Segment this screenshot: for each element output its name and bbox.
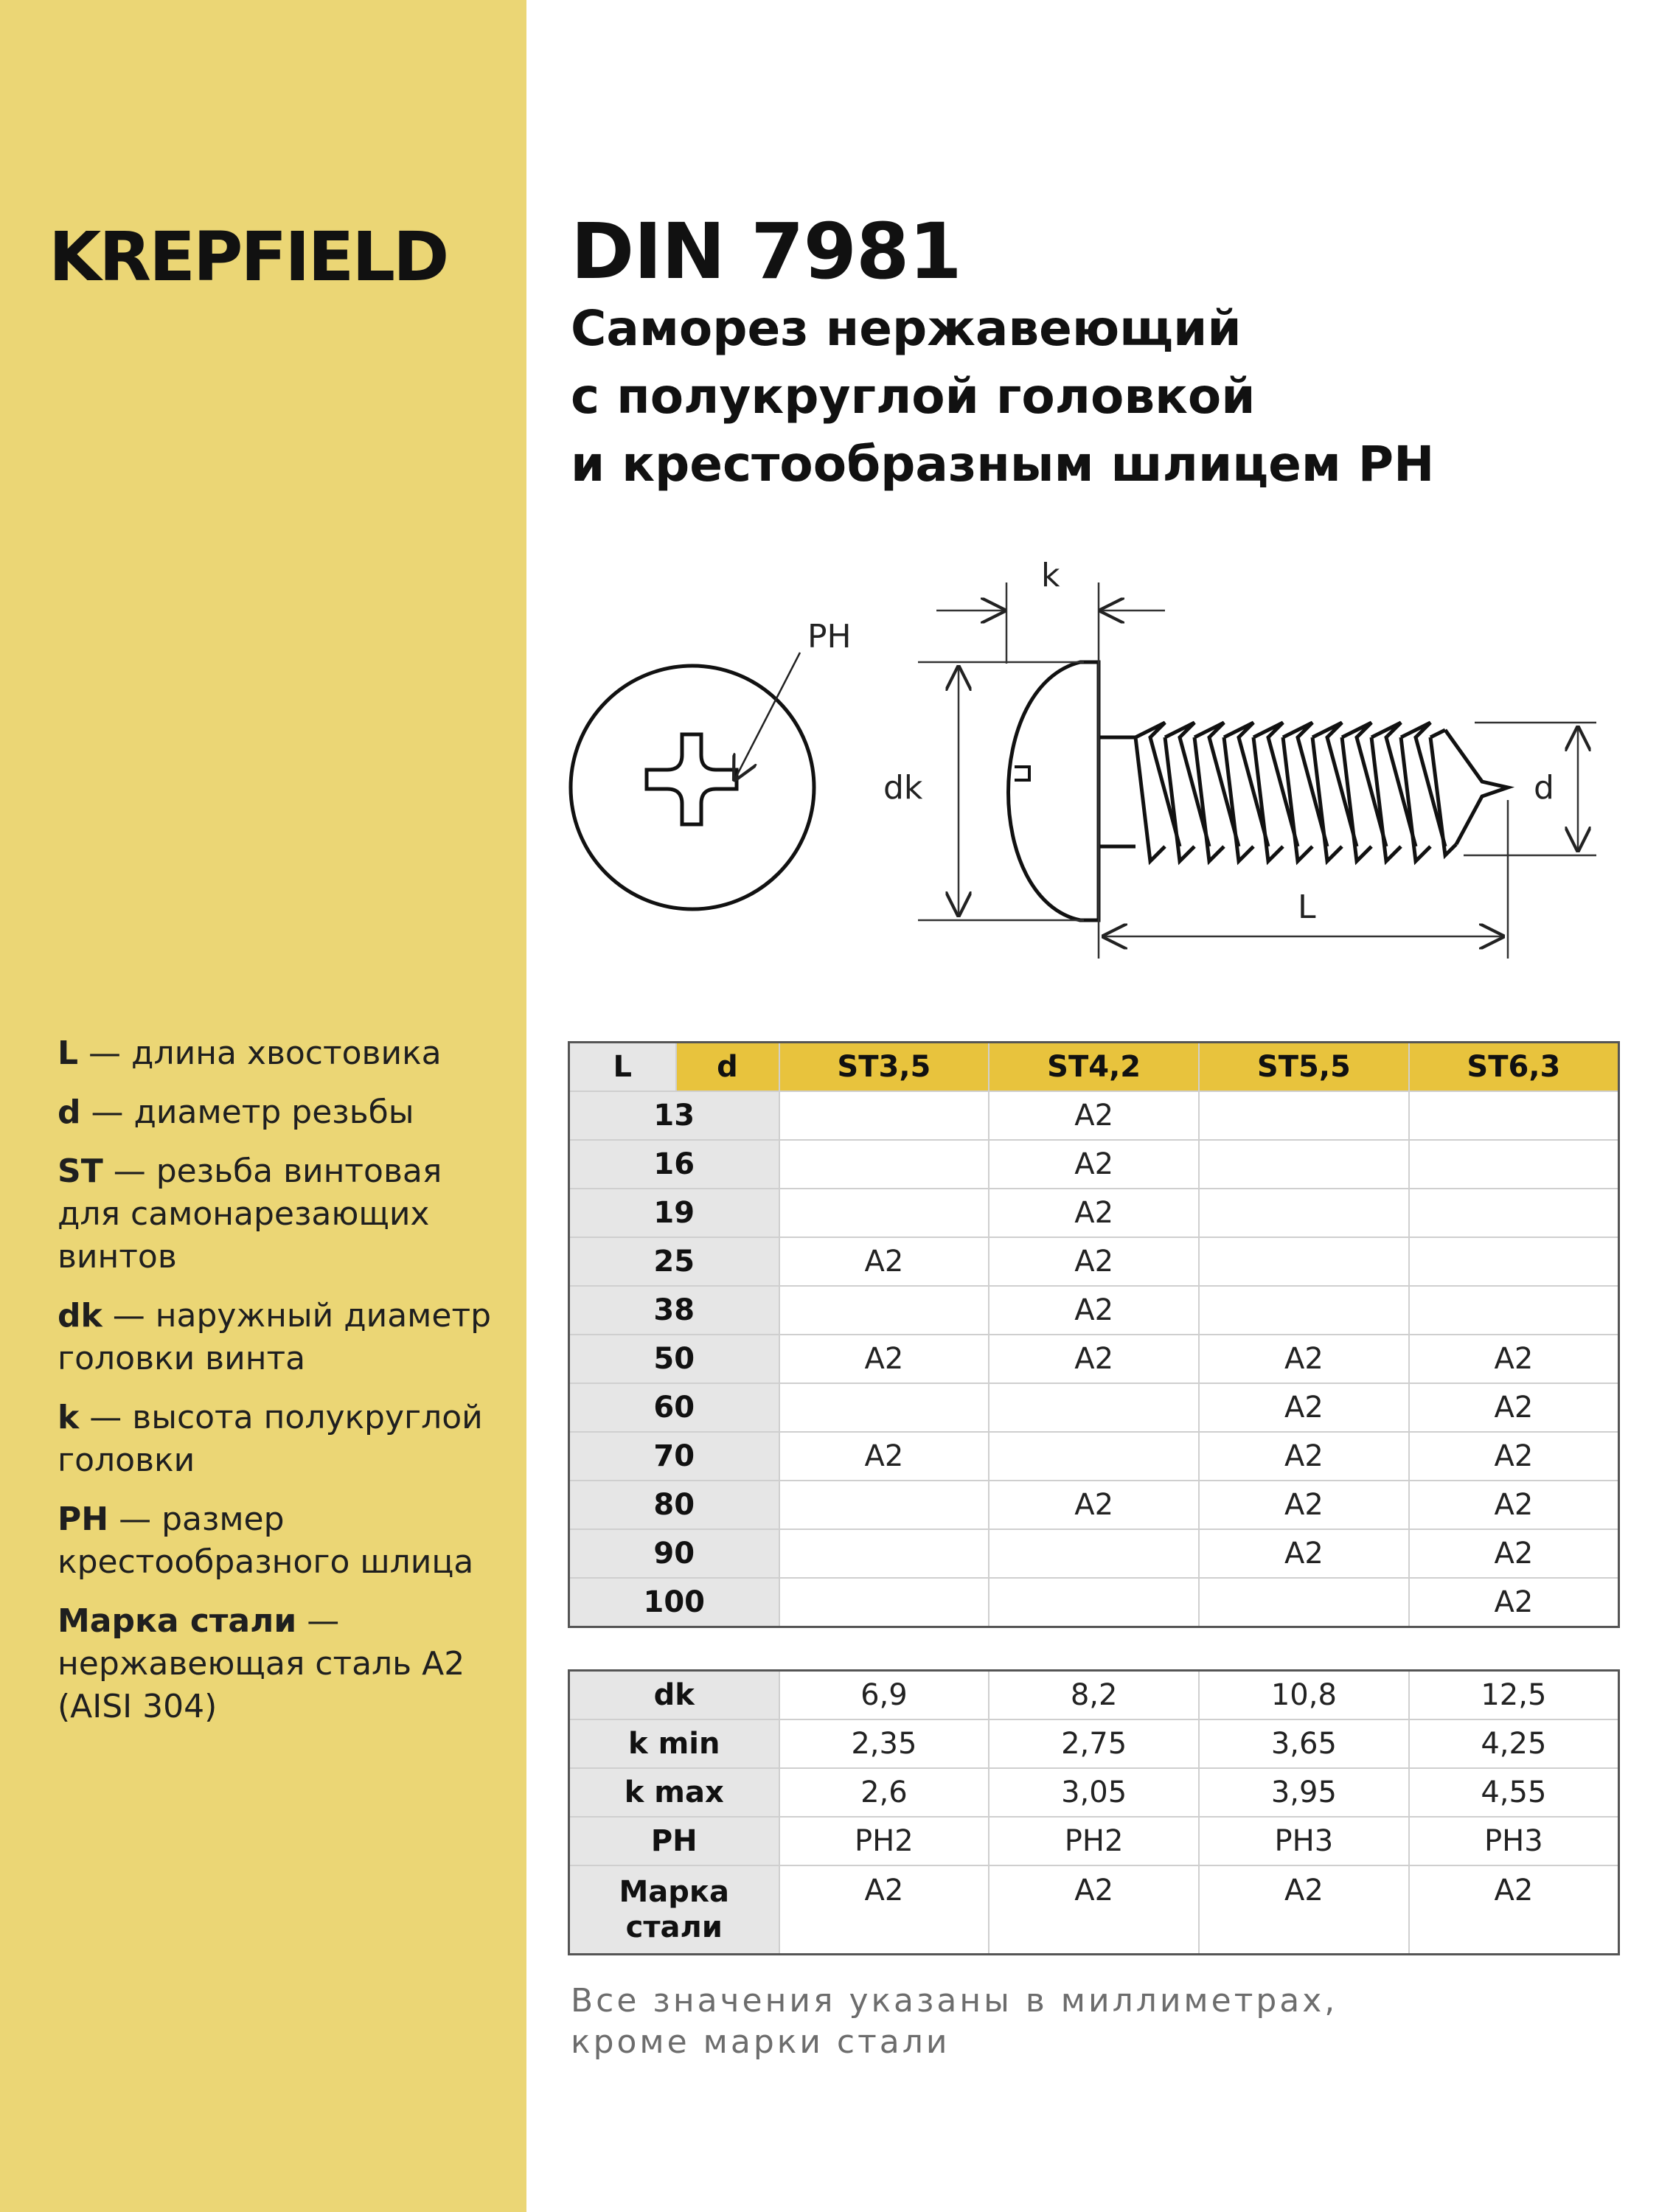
row-length: 80 <box>569 1481 779 1529</box>
legend-dash: — <box>307 1602 340 1640</box>
table-cell: A2 <box>1409 1865 1619 1955</box>
row-label: k max <box>569 1768 779 1817</box>
table-cell: 3,05 <box>989 1768 1199 1817</box>
legend-dash: — <box>112 1297 145 1335</box>
table-cell: 3,65 <box>1199 1719 1409 1768</box>
table-row <box>569 1817 1619 1865</box>
table-cell <box>989 1578 1199 1627</box>
row-length: 25 <box>569 1237 779 1286</box>
row-label: dk <box>569 1671 779 1720</box>
table-row <box>569 1286 1619 1335</box>
table-cell: A2 <box>779 1865 990 1955</box>
table-cell <box>1409 1189 1619 1237</box>
table-cell: A2 <box>1199 1529 1409 1578</box>
table-cell: A2 <box>1409 1529 1619 1578</box>
legend-desc: диаметр резьбы <box>133 1093 414 1131</box>
table-cell <box>779 1140 990 1189</box>
table-cell: A2 <box>1199 1383 1409 1432</box>
column-header: ST5,5 <box>1199 1043 1409 1092</box>
table-cell: A2 <box>1199 1865 1409 1955</box>
legend-desc: резьба винтовая для самонарезающих винтов <box>58 1152 442 1276</box>
table-row <box>569 1865 1619 1955</box>
table-cell <box>1199 1237 1409 1286</box>
column-header: ST4,2 <box>989 1043 1199 1092</box>
table-cell: A2 <box>779 1335 990 1383</box>
table-row <box>569 1578 1619 1627</box>
label-l: L <box>1298 888 1316 926</box>
table-cell <box>779 1286 990 1335</box>
table-cell: A2 <box>989 1189 1199 1237</box>
table-cell <box>779 1529 990 1578</box>
table-row <box>569 1529 1619 1578</box>
table-row <box>569 1383 1619 1432</box>
units-note <box>571 1980 1338 2063</box>
legend-dash: — <box>113 1152 146 1190</box>
table-row <box>569 1189 1619 1237</box>
row-length: 70 <box>569 1432 779 1481</box>
table-cell: 4,25 <box>1409 1719 1619 1768</box>
legend-dash: — <box>88 1034 122 1072</box>
column-header: ST3,5 <box>779 1043 990 1092</box>
table-cell: A2 <box>989 1140 1199 1189</box>
table-cell: A2 <box>1199 1481 1409 1529</box>
table-cell: 8,2 <box>989 1671 1199 1720</box>
table-cell <box>1199 1091 1409 1140</box>
table-cell <box>1199 1578 1409 1627</box>
table-cell: A2 <box>989 1286 1199 1335</box>
legend-term: k <box>58 1399 80 1436</box>
table-cell: 3,95 <box>1199 1768 1409 1817</box>
legend-term: ST <box>58 1152 103 1190</box>
row-label: PH <box>569 1817 779 1865</box>
table-row <box>569 1140 1619 1189</box>
row-label: Марка стали <box>569 1865 779 1955</box>
table-cell: A2 <box>989 1865 1199 1955</box>
legend-desc: наружный диаметр головки винта <box>58 1297 491 1377</box>
legend-item <box>58 1498 515 1584</box>
label-ph: PH <box>807 618 852 655</box>
table-row <box>569 1237 1619 1286</box>
header-d: d <box>676 1043 779 1092</box>
legend-desc: нержавеющая сталь A2 (AISI 304) <box>58 1645 465 1725</box>
note-line: Все значения указаны в миллиметрах, <box>571 1982 1338 2020</box>
table-row <box>569 1432 1619 1481</box>
table-cell <box>989 1529 1199 1578</box>
table-row <box>569 1768 1619 1817</box>
table-header-row <box>569 1043 1619 1092</box>
row-length: 60 <box>569 1383 779 1432</box>
table-cell <box>779 1189 990 1237</box>
table-cell: A2 <box>1409 1383 1619 1432</box>
table-cell: A2 <box>989 1091 1199 1140</box>
dimensions-table <box>568 1669 1620 1955</box>
legend-item <box>58 1295 515 1380</box>
table-cell <box>1409 1140 1619 1189</box>
length-table <box>568 1041 1620 1628</box>
legend-term: L <box>58 1034 79 1072</box>
table-cell: A2 <box>989 1237 1199 1286</box>
table-cell <box>1409 1237 1619 1286</box>
row-length: 90 <box>569 1529 779 1578</box>
page-title: DIN 7981 <box>571 206 961 296</box>
note-line: кроме марки стали <box>571 2023 950 2061</box>
table-row <box>569 1719 1619 1768</box>
table-cell: A2 <box>989 1481 1199 1529</box>
row-length: 16 <box>569 1140 779 1189</box>
table-cell <box>1409 1091 1619 1140</box>
table-cell <box>1199 1286 1409 1335</box>
legend-item <box>58 1150 515 1279</box>
row-length: 50 <box>569 1335 779 1383</box>
row-length: 19 <box>569 1189 779 1237</box>
table-cell: A2 <box>779 1237 990 1286</box>
table-cell: 4,55 <box>1409 1768 1619 1817</box>
legend-item <box>58 1397 515 1482</box>
screw-shank <box>1099 723 1508 861</box>
table-row <box>569 1481 1619 1529</box>
legend-term: Марка стали <box>58 1602 297 1640</box>
legend <box>58 1032 515 1745</box>
table-cell <box>779 1091 990 1140</box>
legend-desc: длина хвостовика <box>131 1034 442 1072</box>
header-l: L <box>569 1043 676 1092</box>
screw-drawing <box>0 0 1659 1003</box>
legend-term: PH <box>58 1500 109 1538</box>
head-side-view <box>1009 662 1099 920</box>
table-cell <box>779 1481 990 1529</box>
table-cell: 12,5 <box>1409 1671 1619 1720</box>
table-cell <box>989 1383 1199 1432</box>
table-cell: A2 <box>1199 1335 1409 1383</box>
subtitle-line: Саморез нержавеющий <box>571 300 1242 357</box>
head-top-view <box>571 666 814 909</box>
table-cell: 2,6 <box>779 1768 990 1817</box>
table-row <box>569 1335 1619 1383</box>
row-label: k min <box>569 1719 779 1768</box>
legend-desc: размер крестообразного шлица <box>58 1500 474 1581</box>
row-length: 13 <box>569 1091 779 1140</box>
row-length: 38 <box>569 1286 779 1335</box>
legend-dash: — <box>89 1399 122 1436</box>
table-cell <box>779 1578 990 1627</box>
table-cell: A2 <box>989 1335 1199 1383</box>
legend-term: d <box>58 1093 81 1131</box>
table-cell: 2,75 <box>989 1719 1199 1768</box>
table-cell: A2 <box>1409 1335 1619 1383</box>
table-cell: 6,9 <box>779 1671 990 1720</box>
legend-item <box>58 1091 515 1134</box>
subtitle-line: с полукруглой головкой <box>571 368 1256 425</box>
subtitle-line: и крестообразным шлицем PH <box>571 436 1435 493</box>
legend-item <box>58 1032 515 1075</box>
table-cell: A2 <box>1199 1432 1409 1481</box>
table-cell: PH3 <box>1199 1817 1409 1865</box>
legend-item <box>58 1600 515 1728</box>
table-cell: A2 <box>1409 1578 1619 1627</box>
table-cell: PH2 <box>779 1817 990 1865</box>
table-cell <box>989 1432 1199 1481</box>
table-cell <box>1199 1140 1409 1189</box>
table-cell: A2 <box>1409 1432 1619 1481</box>
table-cell: PH3 <box>1409 1817 1619 1865</box>
table-row <box>569 1671 1619 1720</box>
table-cell: A2 <box>779 1432 990 1481</box>
table-cell: A2 <box>1409 1481 1619 1529</box>
column-header: ST6,3 <box>1409 1043 1619 1092</box>
table-cell <box>779 1383 990 1432</box>
legend-dash: — <box>119 1500 152 1538</box>
label-d: d <box>1534 769 1554 807</box>
table-cell: 2,35 <box>779 1719 990 1768</box>
table-cell <box>1199 1189 1409 1237</box>
table-cell <box>1409 1286 1619 1335</box>
table-cell: PH2 <box>989 1817 1199 1865</box>
label-k: k <box>1041 557 1060 594</box>
brand-logo: KREPFIELD <box>49 218 448 296</box>
legend-dash: — <box>91 1093 124 1131</box>
legend-desc: высота полукруглой головки <box>58 1399 483 1479</box>
label-dk: dk <box>883 769 923 807</box>
row-length: 100 <box>569 1578 779 1627</box>
table-cell: 10,8 <box>1199 1671 1409 1720</box>
legend-term: dk <box>58 1297 102 1335</box>
table-row <box>569 1091 1619 1140</box>
